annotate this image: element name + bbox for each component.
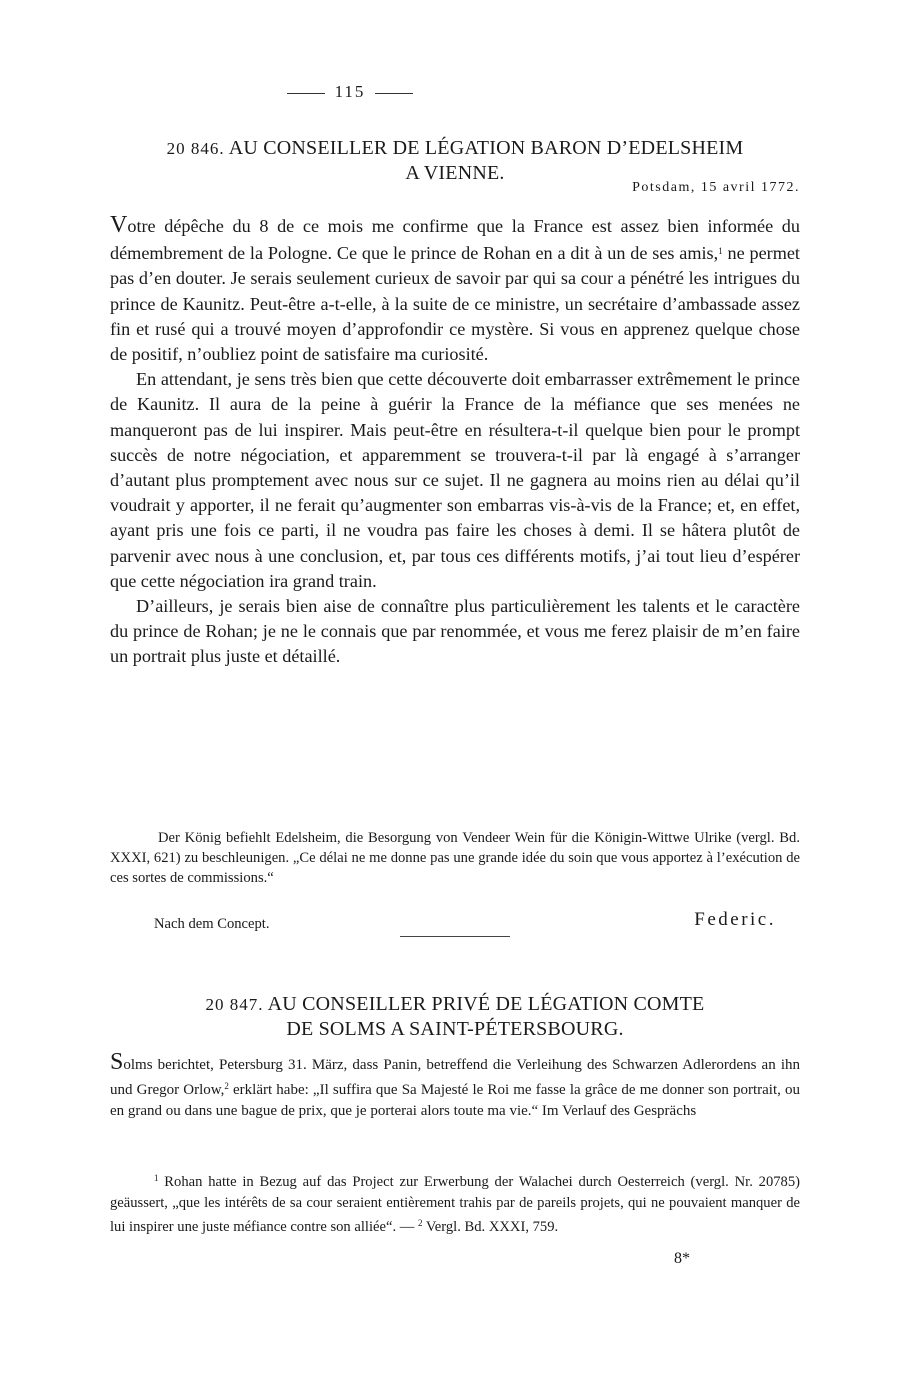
dropcap: S bbox=[110, 1049, 124, 1075]
note-text: Der König befiehlt Edelsheim, die Besorgung von Vendeer Wein für die Königin-Wittwe Ulrike (vergl. Bd. XXXI, 621) zu beschleunigen. „Ce délai ne me donne pas une grande idée du soin que vous apportez à l’exécution de ces sortes de commissions.“ bbox=[110, 830, 800, 886]
letter2-paragraph bbox=[110, 1049, 800, 1122]
paragraph-text: erklärt habe: „Il suffira que Sa Majesté le Roi me fasse la grâce de me donner son portrait, ou en grand ou dans une bague de prix, que je porterai alors toute ma vie.“ Im Verlauf des Gesprächs bbox=[110, 1082, 800, 1119]
letter1-number: 20 846. bbox=[166, 139, 225, 158]
paragraph-text: ne permet pas d’en douter. Je serais seulement curieux de savoir par qui sa cour a pénétré les intrigues du prince de Kaunitz. Peut-être a-t-elle, à la suite de ce ministre, un secrétaire d’ambassade assez fin et rusé qui a trouvé moyen d’approfondir ce mystère. Si vous en apprenez quelque chose de positif, n’oubliez point de satisfaire ma curiosité. bbox=[110, 243, 800, 365]
header-rule-right bbox=[375, 93, 413, 94]
page-header bbox=[270, 82, 430, 102]
letter1-paragraph: D’ailleurs, je serais bien aise de connaître plus particulièrement les talents et le caractère du prince de Rohan; je ne le connais que par renommée, et vous me ferez plaisir de m’en faire un portrait plus juste et détaillé. bbox=[110, 596, 800, 667]
footnote-marker: 1 bbox=[154, 1173, 159, 1183]
signature-mark: 8* bbox=[674, 1250, 690, 1267]
dropcap: V bbox=[110, 212, 128, 238]
footnote-body: Vergl. Bd. XXXI, 759. bbox=[422, 1219, 559, 1235]
letter2-heading bbox=[110, 992, 800, 1041]
footnote-marker: 1 bbox=[718, 246, 723, 257]
section-separator bbox=[400, 936, 510, 937]
paragraph-text: olms berichtet, Petersburg 31. März, dass Panin, betreffend die Verleihung des Schwarzen Adlerordens an ihn und Gregor Orlow, bbox=[110, 1057, 800, 1098]
letter1-heading bbox=[110, 136, 800, 185]
letter2-title-line1: AU CONSEILLER PRIVÉ DE LÉGATION COMTE bbox=[267, 993, 705, 1015]
letter1-paragraph: En attendant, je sens très bien que cette découverte doit embarrasser extrêmement le prince de Kaunitz. Il aura de la peine à guérir la France de la méfiance que ses menées ne manqueront pas de lui inspirer. Mais peut-être en résultera-t-il quelque bien pour le prompt succès de notre négociation, et apparemment se trouvera-t-il par là engagé à s’arranger d’autant plus promptement avec nous sur ce sujet. Il ne gagnera au moins rien au délai qu’il voudrait y apporter, il ne ferait qu’augmenter son embarras vis-à-vis de la France; et, en effet, ayant pris une fois ce parti, il ne voudra pas faire les choses à demi. Il se hâtera plutôt de parvenir avec nous à une conclusion, et, par tous ces différents motifs, j’ai tout lieu d’espérer que cette négociation ira grand train. bbox=[110, 369, 800, 591]
letter2-number: 20 847. bbox=[205, 995, 264, 1014]
letter1-source: Nach dem Concept. bbox=[154, 916, 270, 932]
letter1-body bbox=[110, 213, 800, 670]
footnotes bbox=[110, 1168, 800, 1238]
letter1-title-line1: AU CONSEILLER DE LÉGATION BARON D’EDELSHEIM bbox=[228, 137, 744, 159]
letter1-note bbox=[110, 828, 800, 888]
header-rule-left bbox=[287, 93, 325, 94]
paragraph-text: otre dépêche du 8 de ce mois me confirme que la France est assez bien informée du démembrement de la Pologne. Ce que le prince de Rohan en a dit à un de ses amis, bbox=[110, 216, 800, 264]
letter1-title-line2: A VIENNE. bbox=[405, 162, 505, 184]
letter1-signature: Federic. bbox=[694, 909, 776, 930]
letter1-dateline: Potsdam, 15 avril 1772. bbox=[632, 180, 800, 195]
letter2-title-line2: DE SOLMS A SAINT-PÉTERSBOURG. bbox=[286, 1018, 624, 1040]
footnote-text bbox=[110, 1168, 800, 1238]
footnote-marker: 2 bbox=[224, 1081, 229, 1091]
letter1-paragraph bbox=[110, 213, 800, 367]
footnote-body: Rohan hatte in Bezug auf das Project zur Erwerbung der Walachei durch Oesterreich (vergl. Nr. 20785) geäussert, „que les intérêts de sa cour seraient entièrement trahis par de pareils projets, qui ne pouvaient manquer de lui inspirer une juste méfiance contre son alliée“. — bbox=[110, 1174, 800, 1235]
page-number: 115 bbox=[334, 82, 366, 101]
letter2-body bbox=[110, 1049, 800, 1122]
footnote-marker: 2 bbox=[417, 1218, 423, 1228]
